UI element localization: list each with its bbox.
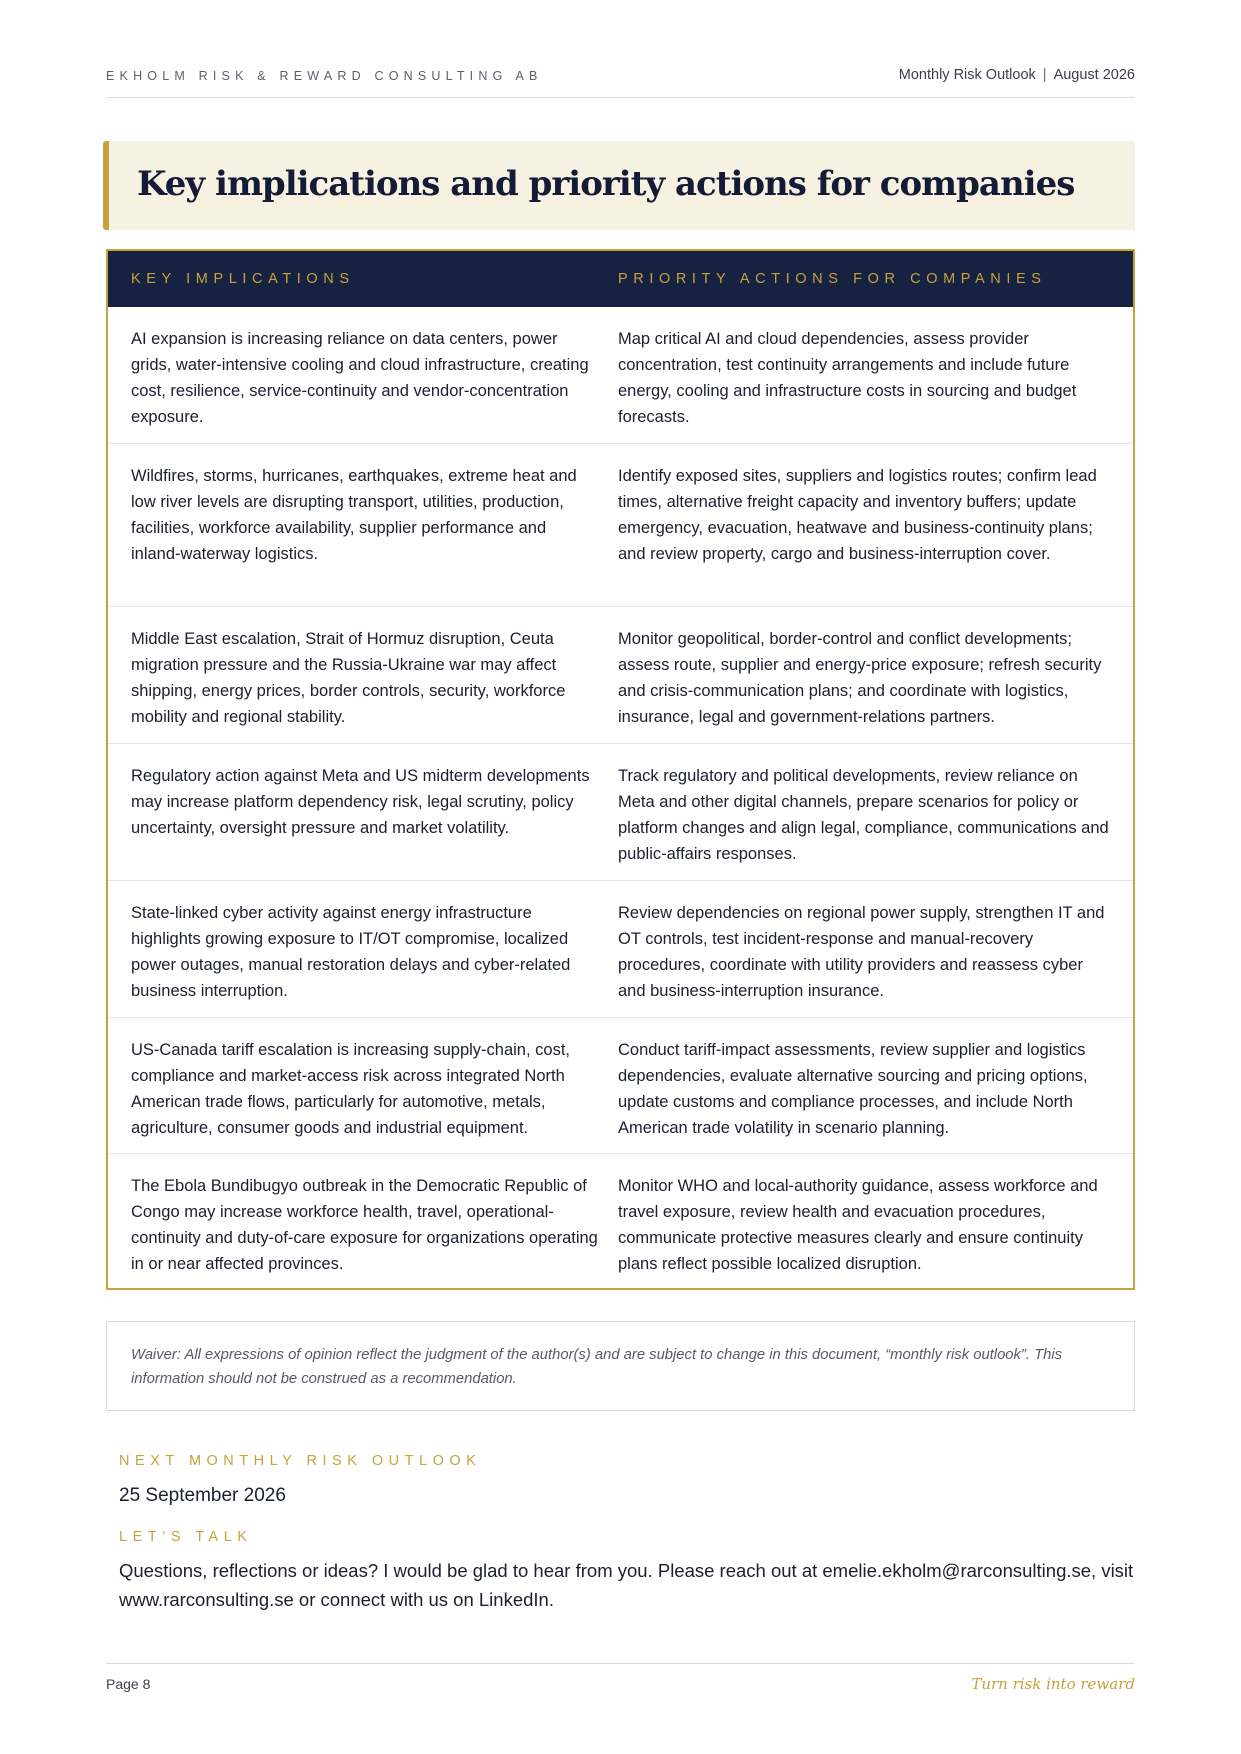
table-row [108,744,1133,881]
contact-text: Questions, reflections or ideas? I would be glad to hear from you. Please reach out at emelie.ekholm@rarconsulting.se, visit www.rarconsulting.se or connect with us on LinkedIn. [119,1560,1134,1610]
implication-cell: Middle East escalation, Strait of Hormuz disruption, Ceuta migration pressure and the Russia-Ukraine war may affect shipping, energy prices, border controls, security, workforce mobility and regional stability. [131,630,566,726]
implication-cell: Regulatory action against Meta and US midterm developments may increase platform dependency risk, legal scrutiny, policy uncertainty, oversight pressure and market volatility. [131,767,590,837]
waiver-text: Waiver: All expressions of opinion reflect the judgment of the author(s) and are subject to change in this document, “monthly risk outlook”. This information should not be construed as a recommendation. [131,1347,1063,1387]
implication-cell: The Ebola Bundibugyo outbreak in the Democratic Republic of Congo may increase workforce health, travel, operational-continuity and duty-of-care exposure for organizations operating in or near affected provinces. [131,1177,598,1273]
document-meta [899,67,1135,83]
implication-cell: State-linked cyber activity against energy infrastructure highlights growing exposure to IT/OT compromise, localized power outages, manual restoration delays and cyber-related business interruption. [131,904,571,1000]
table-row [108,607,1133,744]
table-header-row [108,251,1133,307]
footer-tagline: Turn risk into reward [971,1675,1135,1693]
action-cell: Monitor geopolitical, border-control and conflict developments; assess route, supplier and energy-price exposure; refresh security and crisis-communication plans; and coordinate with logistics, insurance, legal and government-relations partners. [618,630,1102,726]
header-key-implications: KEY IMPLICATIONS [131,271,355,287]
meta-separator: | [1042,67,1047,83]
report-date: August 2026 [1053,67,1135,83]
next-outlook-label: NEXT MONTHLY RISK OUTLOOK [119,1453,482,1469]
action-cell: Track regulatory and political developments, review reliance on Meta and other digital channels, prepare scenarios for policy or platform changes and align legal, compliance, communications and public-affairs responses. [618,767,1109,863]
report-title: Monthly Risk Outlook [898,67,1036,83]
action-cell: Review dependencies on regional power supply, strengthen IT and OT controls, test incident-response and manual-recovery procedures, coordinate with utility providers and reassess cyber and business-interruption insurance. [618,904,1105,1000]
table-row [108,307,1133,444]
action-cell: Conduct tariff-impact assessments, review supplier and logistics dependencies, evaluate alternative sourcing and pricing options, update customs and compliance processes, and include North American trade volatility in scenario planning. [618,1041,1088,1137]
waiver-box [106,1321,1135,1411]
implication-cell: Wildfires, storms, hurricanes, earthquakes, extreme heat and low river levels are disrupting transport, utilities, production, facilities, workforce availability, supplier performance and inland-waterway logistics. [131,467,577,563]
section-title-block [103,141,1135,230]
implication-cell: US-Canada tariff escalation is increasing supply-chain, cost, compliance and market-access risk across integrated North American trade flows, particularly for automotive, metals, agriculture, consumer goods and industrial equipment. [131,1041,570,1137]
page-footer [106,1663,1135,1703]
implications-table [106,249,1135,1290]
action-cell: Identify exposed sites, suppliers and logistics routes; confirm lead times, alternative freight capacity and inventory buffers; update emergency, evacuation, heatwave and business-continuity plans; and review property, cargo and business-interruption cover. [618,467,1097,563]
company-brand: EKHOLM RISK & REWARD CONSULTING AB [106,69,543,83]
table-row [108,881,1133,1018]
table-row [108,444,1133,607]
contact-label: LET’S TALK [119,1529,253,1545]
section-title: Key implications and priority actions for companies [137,164,1075,204]
action-cell: Map critical AI and cloud dependencies, assess provider concentration, test continuity arrangements and include future energy, cooling and infrastructure costs in sourcing and budget forecasts. [618,330,1077,426]
table-row [108,1154,1133,1288]
implication-cell: AI expansion is increasing reliance on data centers, power grids, water-intensive cooling and cloud infrastructure, creating cost, resilience, service-continuity and vendor-concentration exposure. [131,330,589,426]
page-number: Page 8 [106,1676,151,1692]
page-header [106,66,1135,98]
table-row [108,1018,1133,1154]
header-priority-actions: PRIORITY ACTIONS FOR COMPANIES [618,271,1047,287]
action-cell: Monitor WHO and local-authority guidance, assess workforce and travel exposure, review health and evacuation procedures, communicate protective measures clearly and ensure continuity plans reflect possible localized disruption. [618,1177,1098,1273]
next-outlook-date: 25 September 2026 [119,1485,286,1506]
